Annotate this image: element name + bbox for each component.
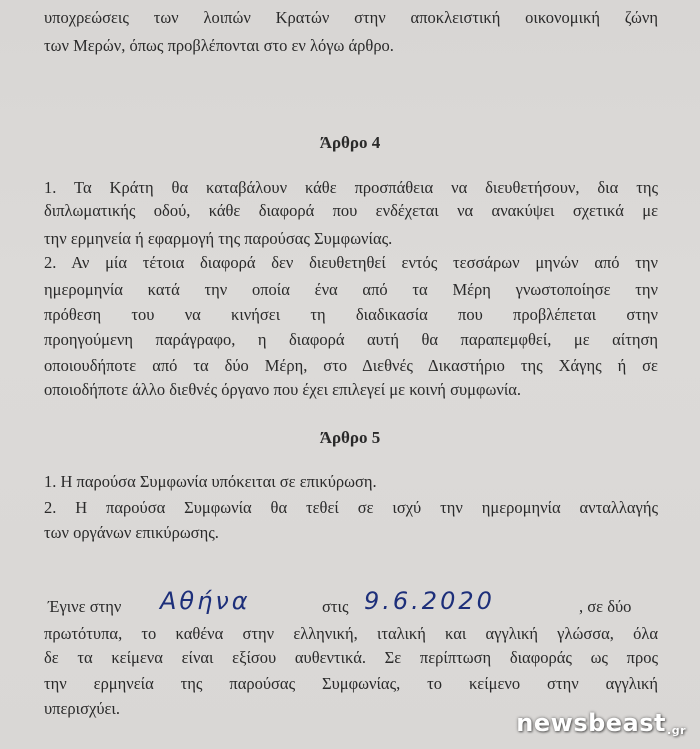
text-line: ημερομηνία κατά την οποία ένα από τα Μέρη γνωστοποίησε την	[44, 280, 658, 299]
text-line: δε τα κείμενα είναι εξίσου αυθεντικά. Σε περίπτωση διαφοράς ως προς	[44, 648, 658, 667]
article-5-title: Άρθρο 5	[319, 428, 381, 447]
text-line: των οργάνων επικύρωσης.	[44, 523, 219, 542]
text-line: οποιοδήποτε άλλο διεθνές όργανο που έχει επιλεγεί με κοινή συμφωνία.	[44, 380, 522, 399]
text-line: πρόθεση του να κινήσει τη διαδικασία που προβλέπεται στην	[44, 305, 658, 324]
text-line: 2. Η παρούσα Συμφωνία θα τεθεί σε ισχύ την ημερομηνία ανταλλαγής	[44, 498, 658, 517]
text-line: οποιουδήποτε από τα δύο Μέρη, στο Διεθνές Δικαστήριο της Χάγης ή σε	[44, 356, 658, 375]
article-4-title: Άρθρο 4	[319, 133, 381, 152]
watermark-tld: .gr	[667, 724, 686, 737]
text-line: διπλωματικής οδού, κάθε διαφορά που ενδέχεται να ανακύψει σχετικά με	[44, 201, 658, 220]
text-line: 1. Τα Κράτη θα καταβάλουν κάθε προσπάθεια να διευθετήσουν, δια της	[44, 178, 658, 197]
newsbeast-watermark	[516, 709, 686, 737]
handwritten-place: Αθήνα	[160, 587, 251, 615]
text-line: πρωτότυπα, το καθένα στην ελληνική, ιταλική και αγγλική γλώσσα, όλα	[44, 624, 658, 643]
text-line: 2. Αν μία τέτοια διαφορά δεν διευθετηθεί εντός τεσσάρων μηνών από την	[44, 253, 658, 272]
closing-middle: στις	[322, 597, 349, 616]
text-line: προηγούμενη παράγραφο, η διαφορά αυτή θα παραπεμφθεί, με αίτηση	[44, 330, 658, 349]
text-line: την ερμηνεία της παρούσας Συμφωνίας, το κείμενο στην αγγλική	[44, 674, 658, 693]
text-line: υπερισχύει.	[44, 699, 120, 718]
closing-suffix: , σε δύο	[579, 597, 632, 616]
closing-prefix: Έγινε στην	[48, 597, 122, 616]
text-line: την ερμηνεία ή εφαρμογή της παρούσας Συμφωνίας.	[44, 229, 393, 248]
text-line: των Μερών, όπως προβλέπονται στο εν λόγω άρθρο.	[44, 36, 394, 55]
handwritten-date: 9.6.2020	[364, 587, 495, 615]
text-line: υποχρεώσεις των λοιπών Κρατών στην αποκλειστική οικονομική ζώνη	[44, 8, 658, 27]
text-line: 1. Η παρούσα Συμφωνία υπόκειται σε επικύρωση.	[44, 472, 377, 491]
watermark-brand: newsbeast	[516, 709, 667, 737]
